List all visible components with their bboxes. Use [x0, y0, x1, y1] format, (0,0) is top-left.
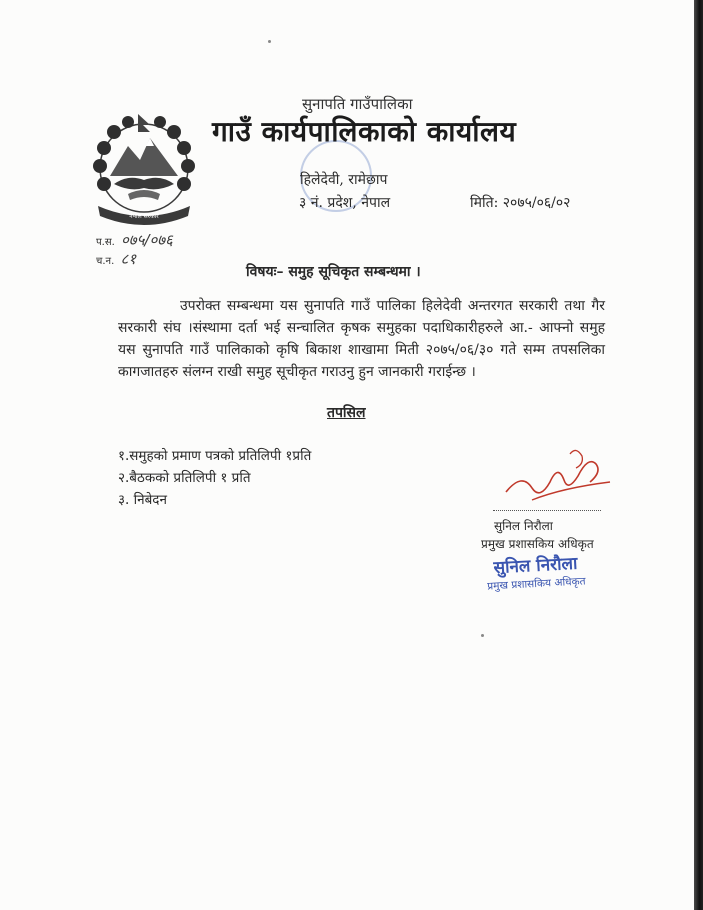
municipality-name: सुनापति गाउँपालिका — [302, 95, 413, 113]
nepal-emblem-icon — [88, 108, 200, 228]
letter-number-row — [96, 232, 173, 251]
signatory-name: सुनिल निरौला — [494, 519, 553, 533]
letter-body: उपरोक्त सम्बन्धमा यस सुनापति गाउँ पालिका हिलेदेवी अन्तरगत सरकारी तथा गैर सरकारी संघ ।संस्थामा दर्ता भई सन्चालित कृषक समुहका पदाधिकारीहरुले आ.- आफ्नो समुह यस सुनापति गाउँ पालिकाको कृषि बिकाश शाखामा मिती २०७५/०६/३० गते सम्म तपसलिका कागजातहरु संलग्न राखी समुह सूचीकृत गराउनु हुन जानकारी गराईन्छ । — [118, 298, 605, 380]
enclosure-item: २.बैठकको प्रतिलिपी १ प्रति — [118, 470, 251, 486]
office-title: गाउँ कार्यपालिकाको कार्यालय — [212, 115, 517, 148]
enclosure-item: १.समुहको प्रमाण पत्रको प्रतिलिपी १प्रति — [118, 448, 312, 464]
scan-edge-shadow — [694, 0, 703, 910]
enclosure-item: ३. निबेदन — [118, 492, 167, 508]
dispatch-number-label: च.न. — [96, 256, 115, 267]
letter-date: मिति: २०७५/०६/०२ — [470, 195, 571, 211]
official-name-stamp — [479, 553, 593, 599]
emblem-motto: नेपाल सरकार — [129, 213, 159, 220]
dispatch-number-value: ८१ — [120, 250, 137, 268]
letter-number-label: प.स. — [96, 237, 115, 248]
speck — [481, 634, 484, 637]
stamp-title: प्रमुख प्रशासकिय अधिकृत — [486, 575, 586, 593]
letter-number-value: ०७५/०७६ — [121, 231, 173, 249]
reference-block — [96, 232, 173, 270]
dispatch-number-row — [96, 251, 173, 270]
address-line-2: ३ नं. प्रदेश, नेपाल — [299, 195, 391, 211]
handwritten-signature — [492, 442, 622, 512]
enclosure-list — [118, 445, 311, 511]
signature-line — [493, 510, 601, 511]
letter-subject: विषयः– समुह सूचिकृत सम्बन्धमा । — [246, 264, 421, 280]
address-line-1: हिलेदेवी, रामेछाप — [300, 172, 388, 188]
annex-title: तपसिल — [327, 405, 366, 421]
signatory-title: प्रमुख प्रशासकिय अधिकृत — [481, 537, 594, 551]
speck — [268, 40, 271, 43]
stamp-name: सुनिल निरौला — [493, 553, 578, 579]
